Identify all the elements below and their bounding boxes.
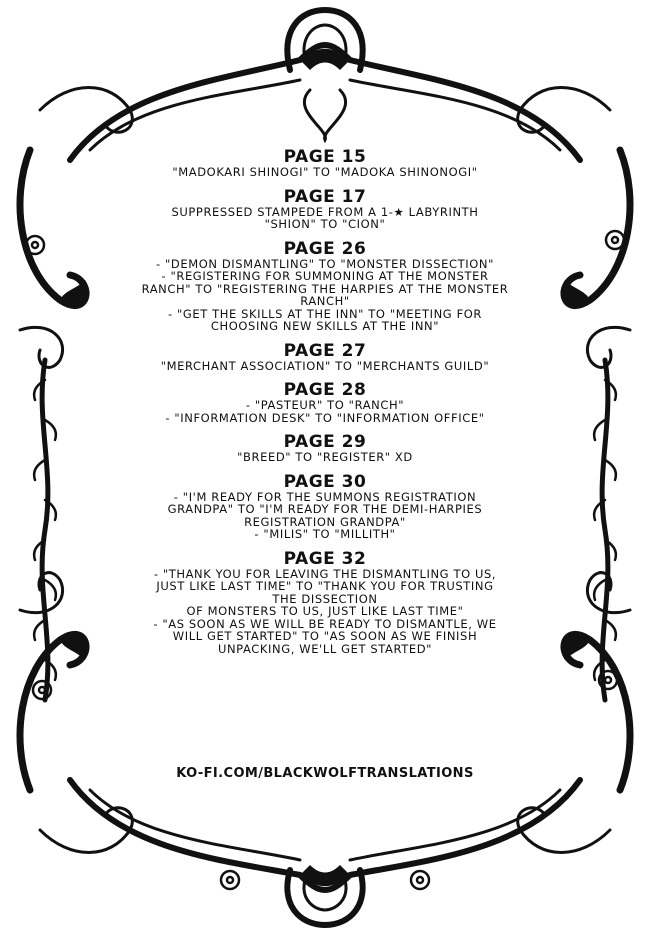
section-page-26 xyxy=(100,240,550,333)
correction-line: "MADOKARI SHINOGI" TO "MADOKA SHINONOGI" xyxy=(172,165,478,179)
correction-line: REGISTRATION GRANDPA" xyxy=(244,514,406,529)
section-heading: PAGE 26 xyxy=(283,238,367,259)
section-page-15 xyxy=(100,148,550,179)
correction-line: - "DEMON DISMANTLING" TO "MONSTER DISSECTION" xyxy=(155,256,494,271)
correction-line: - "PASTEUR" TO "RANCH" xyxy=(245,398,405,412)
correction-line: RANCH" xyxy=(300,294,350,308)
correction-line: "SHION" TO "CION" xyxy=(264,217,386,231)
kofi-link[interactable]: KO-FI.COM/BLACKWOLFTRANSLATIONS xyxy=(176,766,474,781)
section-page-28 xyxy=(100,381,550,424)
section-page-29 xyxy=(100,433,550,464)
section-heading: PAGE 15 xyxy=(283,147,367,167)
correction-line: JUST LIKE LAST TIME" TO "THANK YOU FOR TRUSTING xyxy=(156,579,494,593)
correction-line: - "AS SOON AS WE WILL BE READY TO DISMANTLE, WE xyxy=(153,616,497,631)
correction-line: RANCH" TO "REGISTERING THE HARPIES AT THE MONSTER xyxy=(141,281,509,296)
correction-line: WILL GET STARTED" TO "AS SOON AS WE FINISH xyxy=(172,629,478,643)
correction-line: THE DISSECTION xyxy=(272,591,378,606)
correction-line: - "MILIS" TO "MILLITH" xyxy=(254,527,396,541)
correction-line: - "I'M READY FOR THE SUMMONS REGISTRATION xyxy=(173,489,477,504)
section-heading: PAGE 30 xyxy=(283,471,367,492)
correction-line: - "INFORMATION DESK" TO "INFORMATION OFFICE" xyxy=(165,410,485,425)
correction-line: OF MONSTERS TO US, JUST LIKE LAST TIME" xyxy=(186,604,464,618)
section-heading: PAGE 17 xyxy=(283,186,367,207)
section-heading: PAGE 32 xyxy=(283,548,367,569)
correction-line: - "THANK YOU FOR LEAVING THE DISMANTLING TO US, xyxy=(153,566,497,581)
corrections-list xyxy=(100,148,550,664)
section-page-27 xyxy=(100,342,550,373)
correction-line: - "GET THE SKILLS AT THE INN" TO "MEETING FOR xyxy=(167,306,483,321)
section-page-32 xyxy=(100,550,550,656)
correction-line: UNPACKING, WE'LL GET STARTED" xyxy=(217,641,433,656)
correction-line: "MERCHANT ASSOCIATION" TO "MERCHANTS GUILD" xyxy=(160,358,490,373)
correction-line: SUPPRESSED STAMPEDE FROM A 1-★ LABYRINTH xyxy=(171,204,479,219)
correction-line: "BREED" TO "REGISTER" XD xyxy=(237,450,413,464)
section-heading: PAGE 29 xyxy=(283,432,367,452)
section-heading: PAGE 27 xyxy=(283,340,367,361)
section-page-30 xyxy=(100,473,550,541)
section-page-17 xyxy=(100,188,550,231)
correction-line: - "REGISTERING FOR SUMMONING AT THE MONSTER xyxy=(161,269,489,283)
section-heading: PAGE 28 xyxy=(283,380,367,400)
correction-line: GRANDPA" TO "I'M READY FOR THE DEMI-HARPIES xyxy=(167,502,483,516)
correction-line: CHOOSING NEW SKILLS AT THE INN" xyxy=(210,319,440,333)
